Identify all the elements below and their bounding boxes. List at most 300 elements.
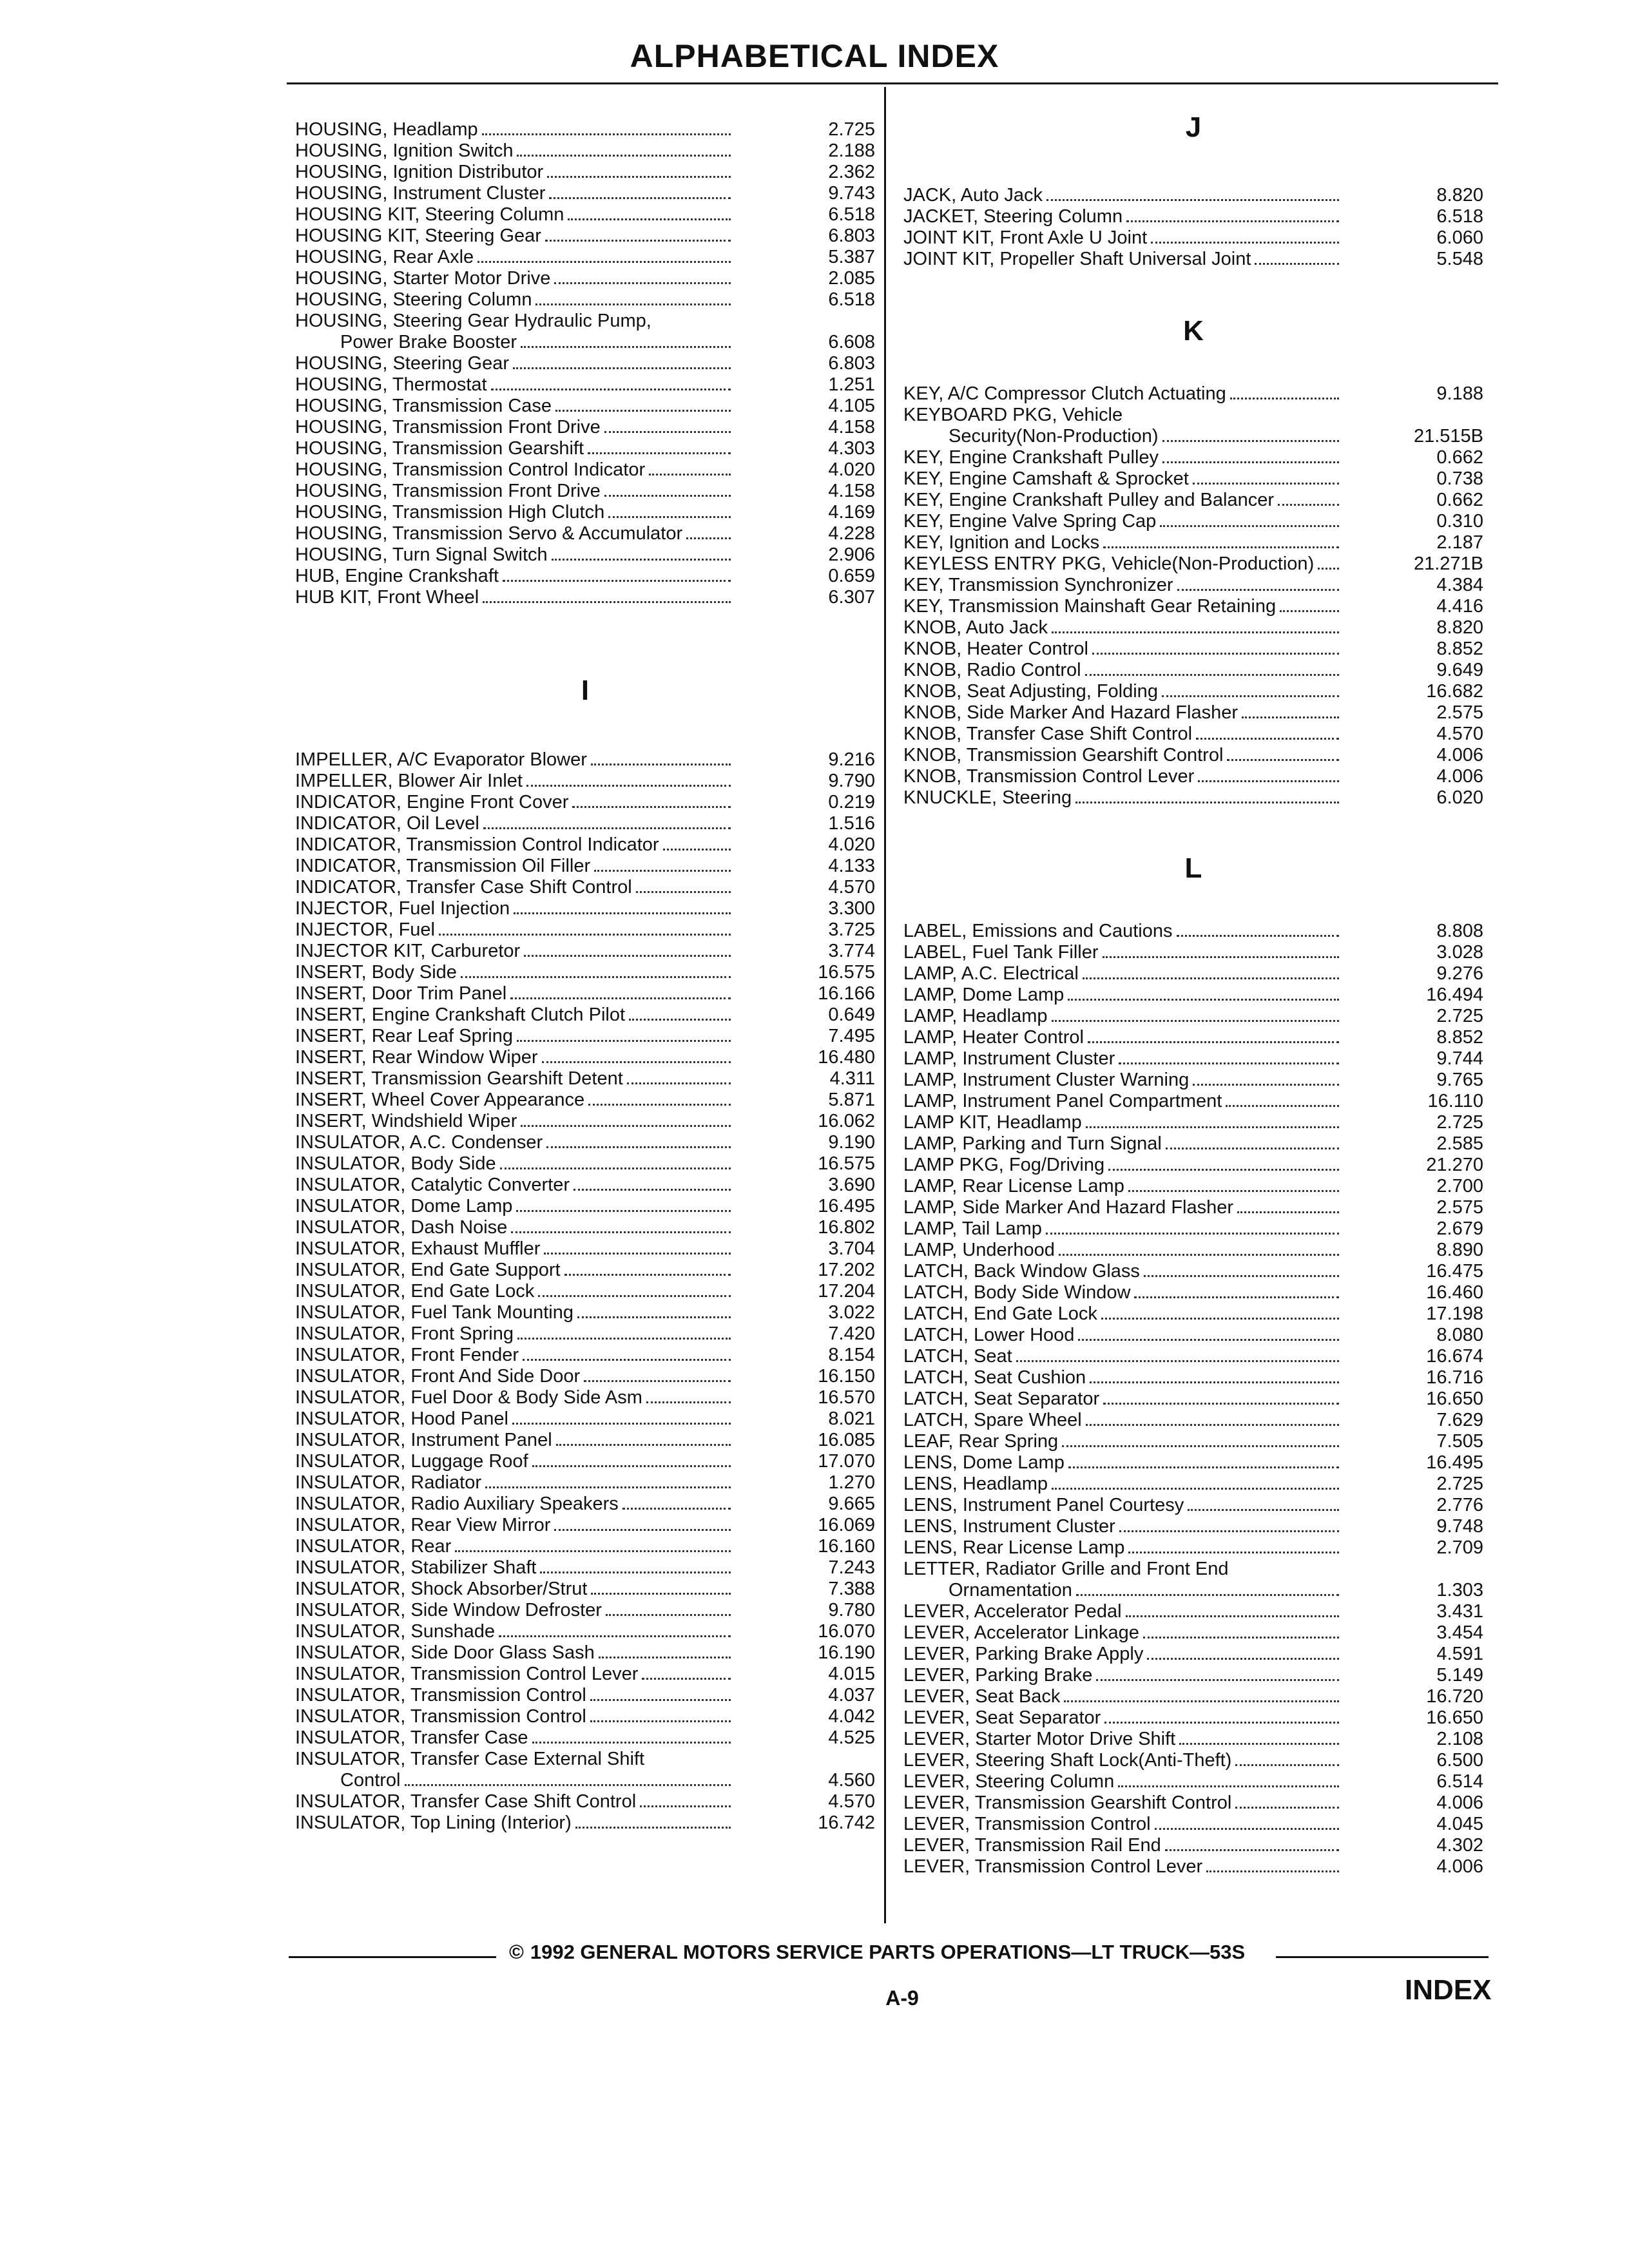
dot-leader [1318, 568, 1339, 570]
entry-page-number: 17.198 [1426, 1303, 1483, 1324]
entry-name: INSULATOR, End Gate Lock [295, 1281, 535, 1302]
entry-page-number: 7.629 [1436, 1410, 1483, 1430]
index-entry [295, 1494, 875, 1515]
entry-page-number: 4.006 [1436, 766, 1483, 787]
entry-name: KNUCKLE, Steering [903, 787, 1072, 808]
dot-leader [1062, 1445, 1339, 1447]
index-entry [903, 942, 1483, 963]
page-number: A-9 [885, 1986, 919, 2010]
dot-leader [1016, 1360, 1339, 1362]
entry-name: LEVER, Accelerator Pedal [903, 1601, 1122, 1622]
index-entry [903, 1835, 1483, 1856]
entry-name: LAMP KIT, Headlamp [903, 1112, 1082, 1133]
dot-leader [546, 1146, 731, 1148]
dot-leader [1226, 1105, 1339, 1107]
index-entry [903, 1750, 1483, 1771]
copyright-text: 1992 GENERAL MOTORS SERVICE PARTS OPERATIONS—LT TRUCK—53S [530, 1941, 1246, 1963]
dot-leader [1108, 1169, 1339, 1171]
entry-page-number: 4.006 [1436, 745, 1483, 765]
entry-name: Power Brake Booster [340, 332, 517, 352]
dot-leader [535, 303, 731, 305]
entry-page-number: 6.060 [1436, 227, 1483, 248]
index-entry [295, 1302, 875, 1323]
entry-name: Ornamentation [949, 1580, 1072, 1600]
index-entry [903, 963, 1483, 985]
entry-page-number: 16.802 [818, 1217, 875, 1238]
entry-page-number: 6.500 [1436, 1750, 1483, 1771]
entry-page-number: 8.021 [828, 1408, 875, 1429]
entry-name: LEVER, Parking Brake [903, 1665, 1093, 1686]
index-entry [903, 1707, 1483, 1729]
entry-page-number: 2.575 [1436, 702, 1483, 723]
index-entry [295, 1260, 875, 1281]
entry-page-number: 2.700 [1436, 1176, 1483, 1196]
dot-leader [636, 891, 731, 893]
dot-leader [1064, 1700, 1339, 1702]
dot-leader [1235, 1764, 1339, 1766]
dot-leader [1092, 653, 1339, 655]
entry-page-number: 2.187 [1436, 532, 1483, 553]
entry-page-number: 16.069 [818, 1515, 875, 1535]
dot-leader [1052, 631, 1339, 633]
entry-name: INDICATOR, Transmission Oil Filler [295, 856, 591, 876]
index-entry [295, 1345, 875, 1366]
entry-name: KNOB, Transmission Gearshift Control [903, 745, 1224, 765]
column-divider [884, 87, 886, 1923]
entry-name: INSERT, Door Trim Panel [295, 983, 507, 1004]
entry-page-number: 6.518 [828, 289, 875, 310]
index-entry [295, 813, 875, 834]
entry-page-number: 8.890 [1436, 1240, 1483, 1260]
entry-page-number: 21.270 [1426, 1155, 1483, 1175]
entry-name: INSULATOR, Transfer Case Shift Control [295, 1791, 637, 1812]
entry-page-number: 2.575 [1436, 1197, 1483, 1218]
entry-page-number: 2.679 [1436, 1218, 1483, 1239]
entry-name: INSERT, Engine Crankshaft Clutch Pilot [295, 1004, 626, 1025]
entry-page-number: 4.006 [1436, 1856, 1483, 1877]
entry-name: INSULATOR, Radiator [295, 1472, 482, 1493]
index-entry [295, 834, 875, 856]
entry-page-number: 9.790 [828, 771, 875, 791]
index-entry [903, 1133, 1483, 1155]
dot-leader [1046, 199, 1339, 201]
entry-name: INSULATOR, Transfer Case [295, 1727, 528, 1748]
entry-page-number: 8.808 [1436, 921, 1483, 941]
entry-name: INSULATOR, Radio Auxiliary Speakers [295, 1494, 619, 1514]
dot-leader [608, 516, 731, 518]
entry-name: INSULATOR, Rear [295, 1536, 452, 1557]
dot-leader [1086, 1424, 1339, 1426]
entry-name: KEYBOARD PKG, Vehicle [903, 405, 1123, 425]
index-entry [903, 1792, 1483, 1814]
dot-leader [1103, 546, 1339, 548]
index-entry [903, 1261, 1483, 1282]
entry-page-number: 16.160 [818, 1536, 875, 1557]
index-entry [903, 1176, 1483, 1197]
dot-leader [1059, 1254, 1339, 1256]
entry-page-number: 3.431 [1436, 1601, 1483, 1622]
entry-name: LATCH, End Gate Lock [903, 1303, 1097, 1324]
entry-name: INJECTOR, Fuel [295, 919, 436, 940]
entry-name: KNOB, Transmission Control Lever [903, 766, 1195, 787]
entry-page-number: 7.495 [828, 1026, 875, 1046]
dot-leader [1085, 674, 1339, 676]
dot-leader [568, 218, 731, 220]
entry-name: LATCH, Seat [903, 1346, 1012, 1367]
entry-name: KEY, A/C Compressor Clutch Actuating [903, 383, 1226, 404]
index-entry [295, 1175, 875, 1196]
entry-page-number: 5.149 [1436, 1665, 1483, 1686]
index-entry [295, 353, 875, 374]
index-entry [903, 185, 1483, 206]
entry-page-number: 17.070 [818, 1451, 875, 1472]
dot-leader [1144, 1275, 1339, 1277]
entry-page-number: 16.575 [818, 962, 875, 983]
entry-name: LEVER, Transmission Gearshift Control [903, 1792, 1232, 1813]
entry-name: HOUSING, Steering Gear [295, 353, 509, 374]
entry-name: KNOB, Side Marker And Hazard Flasher [903, 702, 1238, 723]
index-entry [295, 438, 875, 459]
dot-leader [640, 1805, 731, 1807]
entry-page-number: 4.311 [829, 1068, 875, 1089]
entry-page-number: 4.158 [828, 417, 875, 437]
index-entry [295, 226, 875, 247]
entry-name: LEVER, Transmission Control Lever [903, 1856, 1203, 1877]
entry-name: HOUSING, Transmission Front Drive [295, 417, 601, 437]
entry-name: LEVER, Starter Motor Drive Shift [903, 1729, 1176, 1749]
dot-leader [1075, 802, 1339, 803]
dot-leader [532, 1742, 731, 1744]
dot-leader [439, 934, 731, 936]
entry-page-number: 9.748 [1436, 1516, 1483, 1537]
section-heading-i: I [581, 675, 590, 706]
entry-page-number: 1.270 [828, 1472, 875, 1493]
entry-page-number: 16.495 [818, 1196, 875, 1216]
dot-leader [513, 367, 731, 369]
entry-name: JACK, Auto Jack [903, 185, 1043, 206]
entry-page-number: 4.416 [1436, 596, 1483, 617]
dot-leader [514, 912, 731, 914]
entry-name: HOUSING, Starter Motor Drive [295, 268, 551, 289]
dot-leader [500, 1168, 731, 1169]
dot-leader [512, 1423, 731, 1425]
entry-page-number: 4.384 [1436, 575, 1483, 595]
index-entry [295, 481, 875, 502]
entry-page-number: 4.020 [828, 459, 875, 480]
entry-page-number: 16.682 [1426, 681, 1483, 702]
index-entry [295, 1090, 875, 1111]
entry-name: INSERT, Windshield Wiper [295, 1111, 517, 1131]
dot-leader [1103, 956, 1340, 958]
entry-name: INSULATOR, Shock Absorber/Strut [295, 1579, 588, 1599]
dot-leader [1052, 1488, 1339, 1490]
dot-leader [590, 1699, 731, 1701]
index-entry [295, 566, 875, 587]
entry-name: HUB KIT, Front Wheel [295, 587, 479, 608]
entry-name: INDICATOR, Transmission Control Indicator [295, 834, 659, 855]
index-entry [295, 1727, 875, 1749]
entry-page-number: 16.480 [818, 1047, 875, 1068]
entry-name: INSULATOR, Transfer Case External Shift [295, 1749, 645, 1769]
entry-page-number: 4.042 [828, 1706, 875, 1727]
entry-name: INSULATOR, Dome Lamp [295, 1196, 513, 1216]
index-entry [295, 1196, 875, 1217]
index-entry [903, 490, 1483, 511]
index-entry [295, 1451, 875, 1472]
entry-name: LAMP, Underhood [903, 1240, 1055, 1260]
entry-name: HOUSING, Transmission Gearshift [295, 438, 584, 459]
entry-name: HOUSING, Ignition Distributor [295, 162, 544, 182]
entry-name: HOUSING, Transmission High Clutch [295, 502, 605, 523]
index-entry [903, 1389, 1483, 1410]
entry-page-number: 3.454 [1436, 1622, 1483, 1643]
entry-page-number: 2.085 [828, 268, 875, 289]
index-entry [903, 553, 1483, 575]
dot-leader [588, 1104, 731, 1106]
entry-page-number: 16.460 [1426, 1282, 1483, 1303]
entry-page-number: 2.725 [1436, 1474, 1483, 1494]
index-entry [903, 921, 1483, 942]
entry-page-number: 1.516 [828, 813, 875, 834]
index-entry [903, 660, 1483, 681]
entry-name: INSULATOR, Rear View Mirror [295, 1515, 551, 1535]
entry-name: HOUSING, Transmission Control Indicator [295, 459, 646, 480]
dot-leader [542, 1061, 731, 1063]
index-entry [903, 1367, 1483, 1389]
entry-page-number: 16.495 [1426, 1452, 1483, 1473]
entry-name: KEY, Engine Valve Spring Cap [903, 511, 1157, 532]
index-entry [903, 1218, 1483, 1240]
entry-page-number: 17.204 [818, 1281, 875, 1302]
entry-page-number: 0.662 [1436, 490, 1483, 510]
k-entries-list [903, 383, 1483, 809]
entry-name: INSULATOR, Exhaust Muffler [295, 1238, 541, 1259]
entry-name: INSULATOR, Luggage Roof [295, 1451, 528, 1472]
entry-name: INSERT, Wheel Cover Appearance [295, 1090, 585, 1110]
entry-page-number: 4.169 [828, 502, 875, 523]
dot-leader [1128, 1552, 1339, 1553]
dot-leader [517, 1338, 731, 1340]
dot-leader [1235, 1807, 1339, 1809]
entry-page-number: 8.154 [828, 1345, 875, 1365]
entry-page-number: 7.388 [828, 1579, 875, 1599]
entry-name: LEVER, Seat Separator [903, 1707, 1101, 1728]
dot-leader [510, 997, 731, 999]
entry-name: JACKET, Steering Column [903, 206, 1123, 227]
entry-name: KNOB, Auto Jack [903, 617, 1048, 638]
entry-name: HOUSING, Turn Signal Switch [295, 544, 548, 565]
entry-page-number: 8.080 [1436, 1325, 1483, 1345]
entry-page-number: 0.662 [1436, 447, 1483, 468]
entry-page-number: 9.188 [1436, 383, 1483, 404]
index-entry [295, 941, 875, 962]
entry-page-number: 16.575 [818, 1153, 875, 1174]
dot-leader [1126, 1615, 1339, 1617]
entry-name: HOUSING, Headlamp [295, 119, 478, 140]
entry-name: HOUSING, Thermostat [295, 374, 487, 395]
dot-leader [538, 1295, 731, 1297]
index-entry [295, 268, 875, 289]
entry-page-number: 4.570 [828, 1791, 875, 1812]
dot-leader [1242, 716, 1339, 718]
dot-leader [622, 1508, 731, 1510]
dot-leader [1151, 242, 1339, 244]
dot-leader [549, 197, 731, 199]
entry-page-number: 2.725 [828, 119, 875, 140]
entry-page-number: 9.216 [828, 749, 875, 770]
entry-name: LENS, Instrument Cluster [903, 1516, 1115, 1537]
index-entry [295, 459, 875, 481]
dot-leader [503, 580, 731, 582]
dot-leader [511, 1231, 731, 1233]
entry-name: KNOB, Radio Control [903, 660, 1081, 680]
entry-name: LEVER, Steering Column [903, 1771, 1115, 1792]
entry-page-number: 16.570 [818, 1387, 875, 1408]
index-entry [903, 1197, 1483, 1218]
dot-leader [627, 1082, 731, 1084]
dot-leader [461, 976, 731, 978]
index-entry [295, 1004, 875, 1026]
index-entry [295, 1281, 875, 1302]
index-entry [903, 1155, 1483, 1176]
entry-page-number: 16.150 [818, 1366, 875, 1387]
entry-page-number: 2.585 [1436, 1133, 1483, 1154]
entry-name: IMPELLER, Blower Air Inlet [295, 771, 523, 791]
index-entry [903, 447, 1483, 468]
entry-page-number: 16.494 [1426, 985, 1483, 1005]
entry-page-number: 9.649 [1436, 660, 1483, 680]
dot-leader [516, 1210, 731, 1212]
index-entry [295, 1387, 875, 1408]
entry-name: LEVER, Transmission Control [903, 1814, 1151, 1834]
index-entry [903, 1027, 1483, 1048]
entry-name: INDICATOR, Transfer Case Shift Control [295, 877, 632, 898]
entry-page-number: 3.774 [828, 941, 875, 961]
entry-page-number: 4.006 [1436, 1792, 1483, 1813]
entry-name: Control [340, 1770, 401, 1791]
dot-leader [594, 870, 731, 872]
entry-page-number: 2.906 [828, 544, 875, 565]
entry-page-number: 6.803 [828, 353, 875, 374]
dot-leader [564, 1274, 731, 1276]
entry-name: LATCH, Seat Separator [903, 1389, 1100, 1409]
index-entry [903, 702, 1483, 724]
entry-page-number: 16.110 [1427, 1091, 1483, 1111]
dot-leader [1068, 999, 1339, 1001]
entry-page-number: 16.716 [1426, 1367, 1483, 1388]
entry-page-number: 0.310 [1436, 511, 1483, 532]
section-heading-j: J [1185, 111, 1202, 143]
entry-page-number: 7.420 [828, 1323, 875, 1344]
index-entry [903, 1474, 1483, 1495]
index-entry [903, 1091, 1483, 1112]
dot-leader [575, 1827, 731, 1829]
entry-page-number: 6.803 [828, 226, 875, 246]
section-label: INDEX [1405, 1974, 1492, 2006]
dot-leader [545, 240, 731, 242]
dot-leader [1128, 1190, 1339, 1192]
dot-leader [523, 1359, 731, 1361]
entry-page-number: 6.307 [828, 587, 875, 608]
dot-leader [1118, 1785, 1339, 1787]
entry-page-number: 2.362 [828, 162, 875, 182]
entry-name: JOINT KIT, Front Axle U Joint [903, 227, 1148, 248]
entry-name: INSULATOR, Side Window Defroster [295, 1600, 602, 1620]
dot-leader [1206, 1870, 1339, 1872]
dot-leader [1230, 398, 1339, 399]
entry-page-number: 6.518 [828, 204, 875, 225]
entry-name: INSULATOR, Fuel Tank Mounting [295, 1302, 574, 1323]
entry-name: KEY, Transmission Synchronizer [903, 575, 1173, 595]
entry-name: LEAF, Rear Spring [903, 1431, 1059, 1452]
index-entry [295, 119, 875, 140]
index-entry [295, 1685, 875, 1706]
entry-name: INSULATOR, Front And Side Door [295, 1366, 581, 1387]
dot-leader [521, 346, 731, 348]
entry-name: HOUSING, Ignition Switch [295, 140, 514, 161]
entry-name: HUB, Engine Crankshaft [295, 566, 499, 586]
entry-name: KEYLESS ENTRY PKG, Vehicle(Non-Production) [903, 553, 1315, 574]
index-entry [295, 1621, 875, 1642]
entry-page-number: 0.738 [1436, 468, 1483, 489]
index-entry [295, 1323, 875, 1345]
entry-name: INSULATOR, Transmission Control [295, 1706, 586, 1727]
entry-page-number: 16.650 [1426, 1389, 1483, 1409]
entry-name: LAMP, A.C. Electrical [903, 963, 1079, 984]
dot-leader [1160, 525, 1339, 527]
dot-leader [1198, 780, 1339, 782]
entry-page-number: 21.271B [1413, 553, 1483, 574]
index-entry [295, 587, 875, 608]
index-entry [295, 311, 875, 332]
entry-page-number: 0.659 [828, 566, 875, 586]
entry-page-number: 1.303 [1436, 1580, 1483, 1600]
entry-name: LEVER, Steering Shaft Lock(Anti-Theft) [903, 1750, 1232, 1771]
dot-leader [1179, 1743, 1339, 1745]
entry-name: INSERT, Transmission Gearshift Detent [295, 1068, 623, 1089]
index-entry [295, 1238, 875, 1260]
entry-page-number: 5.871 [828, 1090, 875, 1110]
dot-leader [1076, 1594, 1339, 1596]
page-title: ALPHABETICAL INDEX [630, 38, 999, 74]
entry-name: INSULATOR, Sunshade [295, 1621, 496, 1642]
entry-page-number: 16.166 [818, 983, 875, 1004]
entry-page-number: 5.548 [1436, 249, 1483, 269]
index-entry [295, 1515, 875, 1536]
entry-name: INDICATOR, Engine Front Cover [295, 792, 569, 812]
index-entry [903, 1070, 1483, 1091]
entry-name: KNOB, Heater Control [903, 639, 1088, 659]
dot-leader [1278, 504, 1339, 506]
dot-leader [591, 764, 731, 765]
entry-page-number: 3.300 [828, 898, 875, 919]
dot-leader [646, 1401, 731, 1403]
dot-leader [540, 1571, 731, 1573]
entry-name: LAMP, Tail Lamp [903, 1218, 1042, 1239]
dot-leader [556, 1444, 731, 1446]
index-entry [903, 1665, 1483, 1686]
index-entry [295, 544, 875, 566]
index-entry [903, 1112, 1483, 1133]
index-entry [295, 1132, 875, 1153]
index-entry [903, 1410, 1483, 1431]
dot-leader [483, 601, 731, 603]
entry-page-number: 0.219 [828, 792, 875, 812]
index-entry [295, 183, 875, 204]
entry-name: INSULATOR, Transmission Control [295, 1685, 586, 1706]
index-entry [903, 724, 1483, 745]
entry-name: HOUSING KIT, Steering Column [295, 204, 564, 225]
